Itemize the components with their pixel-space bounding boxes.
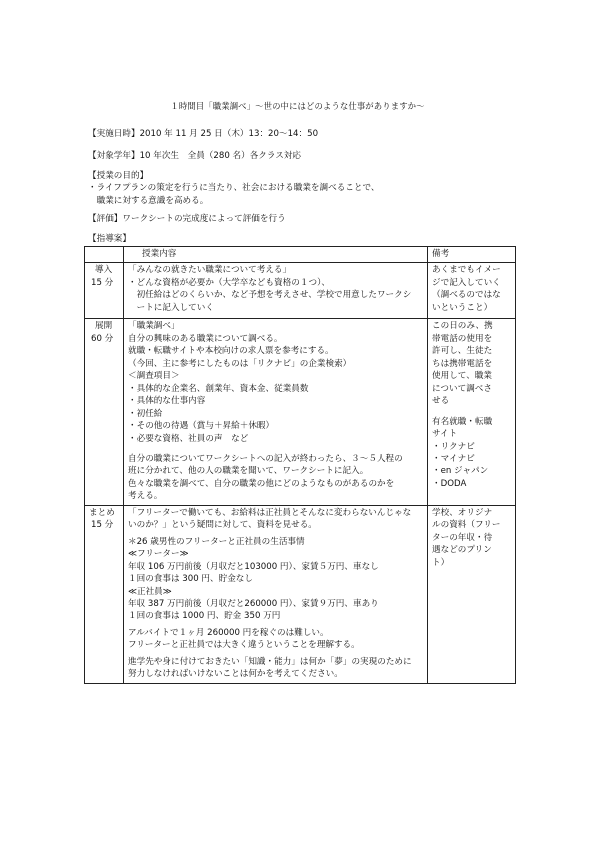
content-line: 努力しなければいけないことは何かを考えてください。	[128, 669, 343, 680]
row-time	[85, 263, 124, 319]
spacer	[432, 408, 511, 416]
note-line: ・マイナビ	[432, 453, 475, 464]
note-line: いということ）	[432, 302, 493, 313]
meta-block	[88, 128, 528, 140]
content-line: １回の食事は 300 円、貯金なし	[128, 574, 253, 585]
row-time	[85, 319, 124, 505]
note-line: ・DODA	[432, 478, 467, 489]
note-line: 学校、オリジナ	[432, 507, 493, 518]
content-line: ・必要な資格、社員の声 など	[128, 433, 249, 444]
content-line: 班に分かれて、他の人の職業を聞いて、ワークシートに記入。	[128, 466, 369, 477]
content-line: 「みんなの就きたい職業について考える」	[128, 265, 292, 276]
content-line: 初任給はどのくらいか、など予想を考えさせ、学校で用意したワークシ	[128, 290, 412, 301]
content-line: 進学先や身に付けておきたい「知識・能力」は何か「夢」の実現のために	[128, 656, 412, 667]
phase-label: 導入	[95, 265, 113, 276]
content-line: ≪正社員≫	[128, 586, 172, 597]
header-note: 備考	[428, 247, 516, 263]
content-line: いのか？」という疑問に対して、資料を見せる。	[128, 520, 317, 531]
note-line: ジで記入していく	[432, 277, 501, 288]
lesson-plan-table	[84, 246, 516, 684]
note-line: ・en ジャパン	[432, 466, 489, 477]
header-content: 授業内容	[124, 247, 428, 263]
table-row	[85, 263, 516, 319]
content-line: ・その他の待遇（賞与＋昇給＋休暇）	[128, 421, 275, 432]
note-line: ルの資料（フリー	[432, 520, 501, 531]
spacer	[128, 445, 423, 453]
note-line: 遇などのプリン	[432, 545, 492, 556]
content-line: フリーターと正社員では大きく違うということを理解する。	[128, 640, 360, 651]
table-row	[85, 319, 516, 505]
note-line: せる	[432, 396, 450, 407]
note-line: ターの年収・待	[432, 532, 493, 543]
meta-block-3	[88, 170, 528, 207]
note-line: ちは携帯電話を	[432, 358, 493, 369]
note-line: ト）	[432, 557, 450, 568]
content-line: 自分の興味のある職業について調べる。	[128, 333, 283, 344]
content-line: ＊26 歳男性のフリーターと正社員の生活事情	[128, 536, 305, 547]
lesson-title: １時間目「職業調べ」～世の中にはどのような仕事がありますか～	[170, 101, 425, 111]
content-line: 「フリーターで働いても、お給料は正社員とそんなに変わらないんじゃな	[128, 507, 412, 518]
meta-plan-heading: 【指導案】	[88, 234, 131, 244]
phase-label: 展開	[95, 321, 113, 332]
meta-block-2	[88, 150, 528, 162]
meta-date: 【実施日時】2010 年 11 月 25 日（木）13：20～14：50	[88, 129, 319, 139]
header-time	[85, 247, 124, 263]
row-time	[85, 505, 124, 683]
note-line: あくまでもイメー	[432, 265, 501, 276]
content-line: （今回、主に参考にしたものは「リクナビ」の企業検索）	[128, 358, 352, 369]
content-line: 色々な職業を調べて、自分の職業の他にどのようなものがあるのかを	[128, 478, 395, 489]
content-line: アルバイトで１ヶ月 260000 円を稼ぐのは難しい。	[128, 627, 329, 638]
content-line: ートに記入していく	[128, 302, 214, 313]
content-line: 自分の職業についてワークシートへの記入が終わったら、３～５人程の	[128, 453, 403, 464]
phase-duration: 60 分	[91, 333, 114, 344]
note-line: 使用して、職業	[432, 371, 492, 382]
phase-duration: 15 分	[91, 277, 114, 288]
row-note	[428, 319, 516, 505]
table-header-row	[85, 247, 516, 263]
content-line: 年収 387 万円前後（月収だと260000 円）、家賃９万円、車あり	[128, 598, 379, 609]
row-content	[124, 319, 428, 505]
content-line: ・具体的な企業名、創業年、資本金、従業員数	[128, 383, 309, 394]
note-line: ・リクナビ	[432, 441, 475, 452]
note-line: 有名就職・転職	[432, 416, 493, 427]
content-line: 年収 106 万円前後（月収だと103000 円）、家賃５万円、車なし	[128, 561, 379, 572]
content-line: ≪フリーター≫	[128, 549, 189, 560]
note-line: 許可し、生徒た	[432, 346, 493, 357]
phase-duration: 15 分	[91, 520, 114, 531]
note-line: サイト	[432, 429, 458, 440]
content-line: ・初任給	[128, 408, 163, 419]
content-line: 就職・転職サイトや本校向けの求人票を参考にする。	[128, 346, 334, 357]
meta-purpose-line-1: ・ライフプランの策定を行うに当たり、社会における職業を調べることで、	[88, 183, 380, 194]
note-line: について調べさ	[432, 383, 492, 394]
meta-evaluation: 【評価】ワークシートの完成度によって評価を行う	[88, 214, 286, 224]
row-note	[428, 263, 516, 319]
meta-target: 【対象学年】10 年次生 全員（280 名）各クラス対応	[88, 151, 302, 161]
meta-purpose-heading: 【授業の目的】	[88, 171, 149, 181]
content-line: 考える。	[128, 491, 163, 502]
note-line: （調べるのではな	[432, 290, 501, 301]
note-line: 帯電話の使用を	[432, 333, 493, 344]
meta-block-4	[88, 213, 528, 225]
content-line: １回の食事は 1000 円、貯金 350 万円	[128, 611, 281, 622]
row-content	[124, 263, 428, 319]
content-line: 「職業調べ」	[128, 321, 180, 332]
row-note	[428, 505, 516, 683]
meta-purpose-line-2: 職業に対する意識を高める。	[88, 195, 209, 206]
content-line: ・具体的な仕事内容	[128, 396, 206, 407]
content-line: ＜調査項目＞	[128, 371, 180, 382]
meta-block-5	[88, 233, 528, 245]
note-line: この日のみ、携	[432, 321, 493, 332]
content-line: ・どんな資格が必要か（大学卒なども資格の１つ）、	[128, 277, 330, 288]
table-row	[85, 505, 516, 683]
row-content	[124, 505, 428, 683]
phase-label: まとめ	[89, 507, 115, 518]
